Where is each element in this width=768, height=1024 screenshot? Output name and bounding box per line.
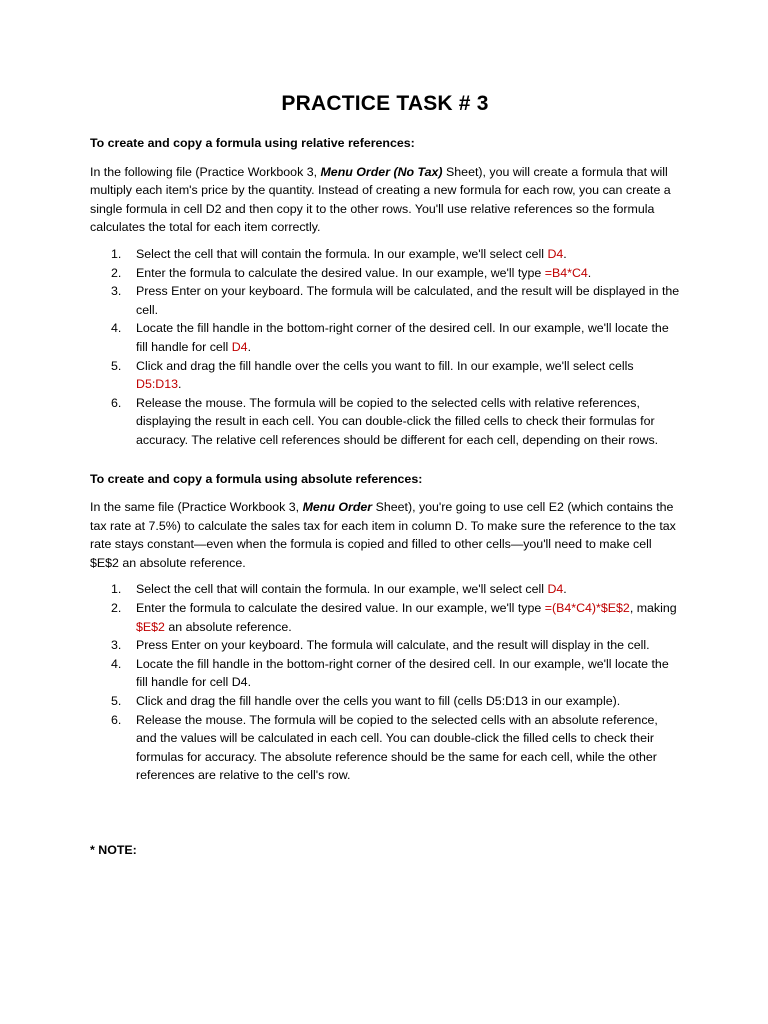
- step-text: Enter the formula to calculate the desired value. In our example, we'll type: [136, 265, 545, 280]
- section-spacer: [90, 785, 680, 809]
- step-text: Locate the fill handle in the bottom-right corner of the desired cell. In our example, we'll locate the fill handle for cell D4.: [136, 656, 669, 690]
- highlight-text: D4: [231, 339, 248, 354]
- step-number: 6.: [111, 712, 122, 727]
- highlight-text: D5:D13: [136, 377, 179, 392]
- list-item: [90, 357, 680, 394]
- list-item: [90, 599, 680, 636]
- step-text: Click and drag the fill handle over the cells you want to fill. In our example, we'll select cells: [136, 358, 634, 373]
- list-item: [90, 264, 680, 283]
- section-spacer: [90, 450, 680, 470]
- intro-text: Sheet), you will create a formula that will multiply each item's price by the quantity. Instead of creating a new formula for each row, you can create a single formula in cell D2 and then copy it to the other rows. You'll use relative references so the formula calculates the total for each item correctly.: [90, 164, 671, 235]
- intro-text: In the same file (Practice Workbook 3,: [90, 500, 303, 515]
- highlight-text: =(B4*C4)*$E$2: [544, 601, 630, 616]
- step-number: 2.: [111, 265, 122, 280]
- step-text: Click and drag the fill handle over the cells you want to fill (cells D5:D13 in our example).: [136, 694, 621, 709]
- list-item: [90, 282, 680, 319]
- list-item: [90, 319, 680, 356]
- list-item: [90, 245, 680, 264]
- step-text: Release the mouse. The formula will be copied to the selected cells with an absolute reference, and the values will be calculated in each cell. You can double-click the filled cells to check their formulas for accuracy. The absolute reference should be the same for each cell, while the other references are relative to the cell's row.: [136, 712, 658, 783]
- step-text-end: .: [563, 582, 567, 597]
- step-text: Release the mouse. The formula will be copied to the selected cells with relative references, displaying the result in each cell. You can double-click the filled cells to check their formulas for accuracy. The relative cell references should be different for each cell, depending on their rows.: [136, 395, 659, 447]
- step-text-end: .: [563, 246, 567, 261]
- step-number: 1.: [111, 582, 122, 597]
- step-text: Select the cell that will contain the formula. In our example, we'll select cell: [136, 582, 548, 597]
- step-number: 2.: [111, 601, 122, 616]
- highlight-text: =B4*C4: [544, 265, 588, 280]
- step-text: Locate the fill handle in the bottom-right corner of the desired cell. In our example, we'll locate the fill handle for cell: [136, 321, 669, 354]
- step-text: Press Enter on your keyboard. The formula will be calculated, and the result will be displayed in the cell.: [136, 284, 680, 317]
- step-number: 4.: [111, 321, 122, 336]
- step-text: Enter the formula to calculate the desired value. In our example, we'll type: [136, 601, 545, 616]
- step-text-end: an absolute reference.: [164, 619, 292, 634]
- sheet-name: Menu Order (No Tax): [320, 164, 443, 179]
- list-item: [90, 394, 680, 450]
- sheet-name: Menu Order: [302, 500, 373, 515]
- section-intro-absolute: [90, 498, 680, 572]
- list-item: [90, 655, 680, 692]
- steps-list-relative: [90, 245, 680, 450]
- list-item: [90, 636, 680, 655]
- list-item: [90, 692, 680, 711]
- step-number: 3.: [111, 284, 122, 299]
- step-text: Press Enter on your keyboard. The formula will calculate, and the result will display in the cell.: [136, 638, 650, 653]
- step-number: 6.: [111, 395, 122, 410]
- step-number: 3.: [111, 638, 122, 653]
- list-item: [90, 711, 680, 785]
- list-item: [90, 580, 680, 599]
- page-title: PRACTICE TASK # 3: [281, 92, 489, 115]
- step-text: Select the cell that will contain the formula. In our example, we'll select cell: [136, 246, 548, 261]
- section-heading-absolute: To create and copy a formula using absolute references:: [90, 471, 423, 486]
- step-number: 5.: [111, 694, 122, 709]
- highlight-text: $E$2: [136, 619, 165, 634]
- highlight-text: D4: [547, 246, 564, 261]
- highlight-text: D4: [547, 582, 564, 597]
- step-number: 4.: [111, 656, 122, 671]
- section-intro-relative: [90, 163, 680, 237]
- section-heading-relative: To create and copy a formula using relative references:: [90, 136, 415, 150]
- note-label: * NOTE:: [90, 843, 137, 858]
- intro-text: In the following file (Practice Workbook 3,: [90, 164, 321, 179]
- step-number: 1.: [111, 246, 122, 261]
- step-text-mid: , making: [629, 601, 677, 616]
- step-text-end: .: [247, 339, 252, 354]
- step-text-end: .: [587, 265, 592, 280]
- section-spacer: [90, 809, 680, 829]
- step-number: 5.: [111, 358, 122, 373]
- steps-list-absolute: [90, 580, 680, 785]
- intro-text: Sheet), you're going to use cell E2 (which contains the tax rate at 7.5%) to calculate the sales tax for each item in column D. To make sure the reference to the tax rate stays constant—even when the formula is copied and filled to other cells—you'll need to make cell $E$2 an absolute reference.: [90, 500, 676, 570]
- step-text-end: .: [178, 377, 182, 392]
